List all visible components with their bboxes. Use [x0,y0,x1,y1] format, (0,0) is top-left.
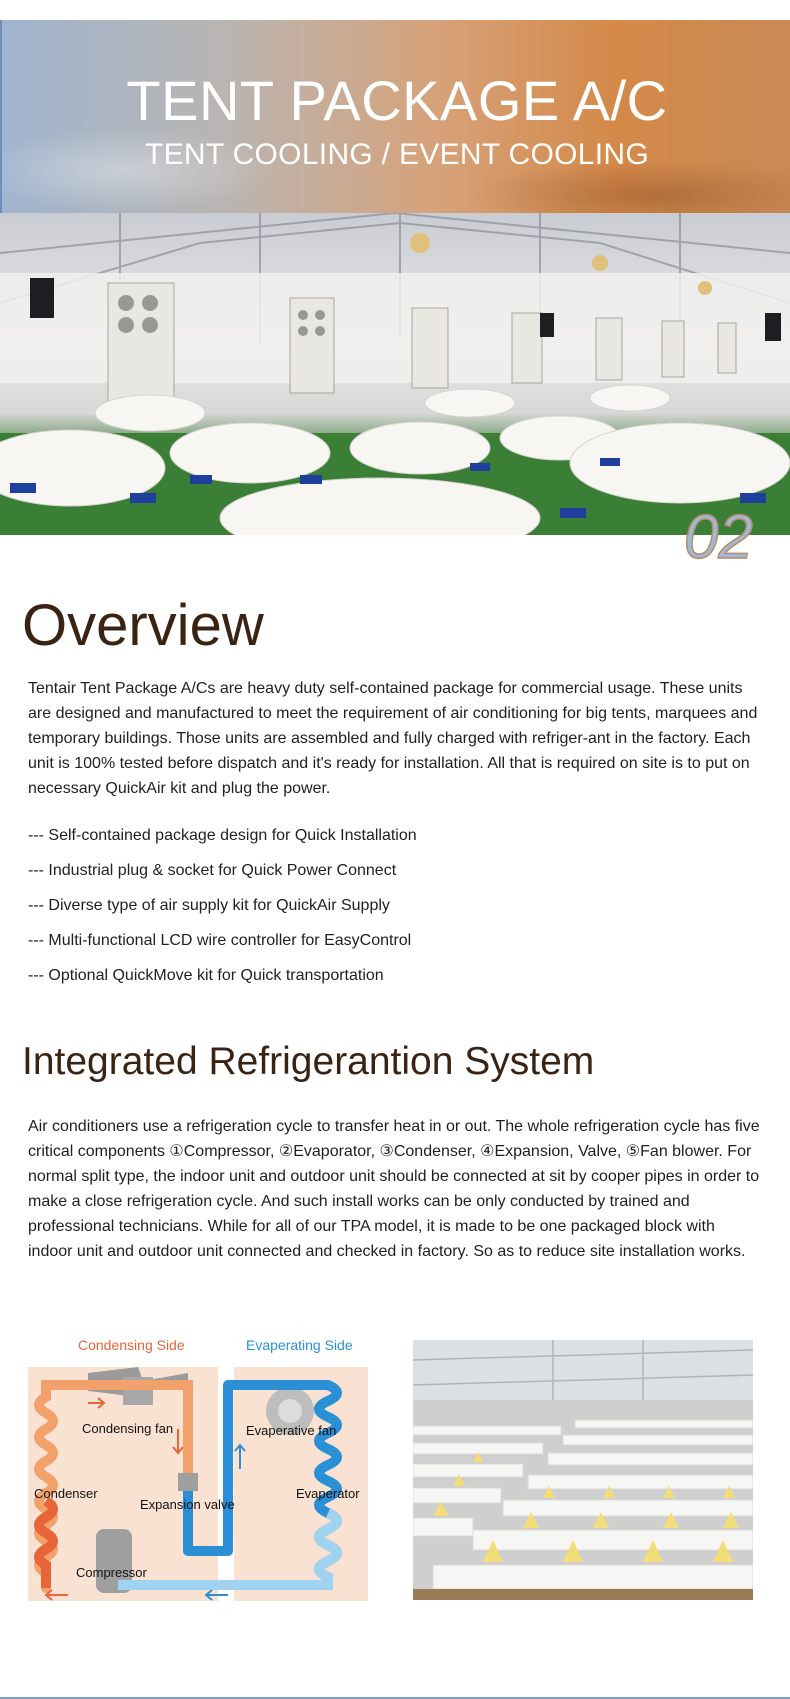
refrigeration-cycle-diagram [28,1333,368,1601]
banner-title: TENT PACKAGE A/C [126,69,668,132]
expansion-valve-label: Expansion valve [140,1497,235,1512]
evaporating-side-label: Evaperating Side [246,1337,353,1353]
overview-heading: Overview [22,593,264,658]
feature-item: --- Diverse type of air supply kit for QuickAir Supply [28,897,390,914]
feature-list [28,823,417,998]
header-banner [0,20,790,213]
feature-item: --- Multi-functional LCD wire controller for EasyControl [28,932,412,949]
evaporator-label: Evaperator [296,1486,360,1501]
section-number-badge [680,500,780,570]
evaporative-fan-label: Evaperative fan [246,1423,337,1438]
overview-paragraph: Tentair Tent Package A/Cs are heavy duty self-contained package for commercial usage. These units are designed and manufactured to meet the requirement of air conditioning for big tents, marquees and temporary buildings. Those units are assembled and fully charged with refriger-ant in the factory. Each unit is 100% tested before dispatch and it's ready for installation. All that is required on site is to put on necessary QuickAir kit and plug the power. [28,680,758,797]
refrigeration-heading: Integrated Refrigerantion System [22,1040,595,1083]
badge-number: 02 [684,503,753,570]
condensing-side-label: Condensing Side [78,1337,185,1353]
feature-item: --- Self-contained package design for Quick Installation [28,827,417,844]
feature-item: --- Optional QuickMove kit for Quick transportation [28,967,384,984]
condensing-fan-label: Condensing fan [82,1421,174,1436]
banquet-tent-photo [413,1340,753,1600]
tent-event-photo [0,213,790,535]
condenser-label: Condenser [34,1486,98,1501]
banner-subtitle: TENT COOLING / EVENT COOLING [144,138,650,171]
compressor-label: Compressor [76,1565,147,1580]
feature-item: --- Industrial plug & socket for Quick Power Connect [28,862,397,879]
refrigeration-paragraph: Air conditioners use a refrigeration cycle to transfer heat in or out. The whole refrigeration cycle has five critical components ①Compressor, ②Evaporator, ③Condenser, ④Expansion, Valve, ⑤Fan blower. For normal split type, the indoor unit and outdoor unit should be connected at sit by cooper pipes in order to make a close refrigeration cycle. And such install works can be only conducted by trained and professional technicians. While for all of our TPA model, it is made to be one packaged block with indoor unit and outdoor unit connected and checked in factory. So as to reduce site installation works. [28,1118,760,1260]
